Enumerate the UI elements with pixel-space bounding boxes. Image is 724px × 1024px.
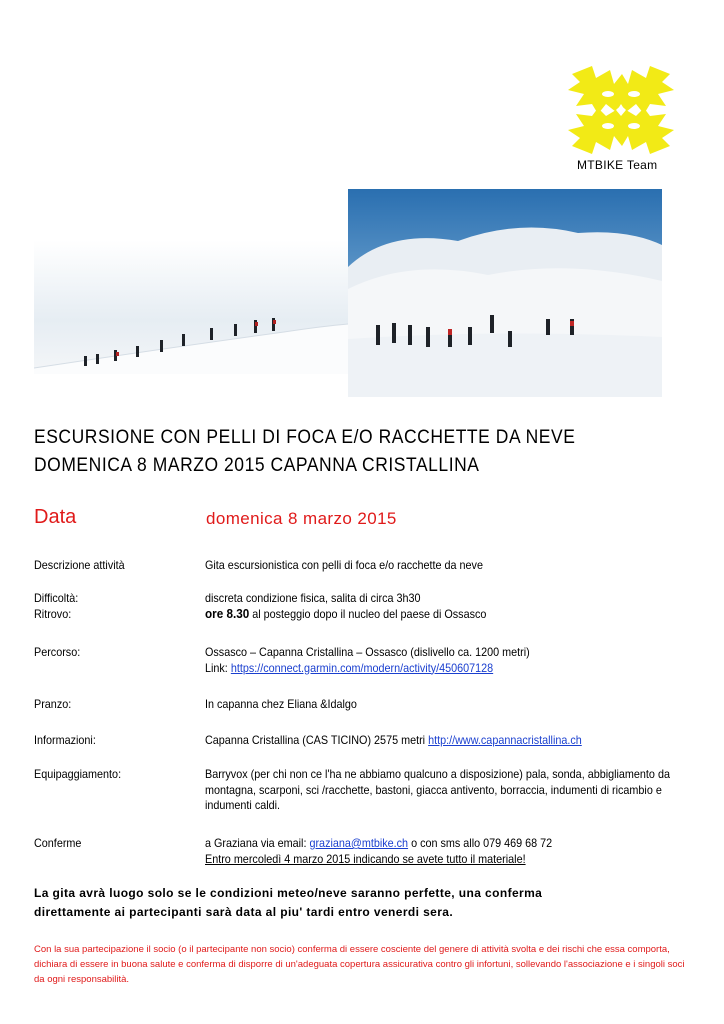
- equipaggiamento-line-3: indumenti caldi.: [205, 798, 281, 812]
- equipaggiamento-line-1: Barryvox (per chi non ce l'ha ne abbiamo qualcuno a disposizione) pala, sonda, abbigliamento da: [205, 767, 670, 781]
- percorso-label: Percorso:: [34, 645, 81, 659]
- event-title: [34, 424, 623, 480]
- weather-note: [34, 884, 542, 922]
- equipaggiamento-line-2: montagna, scarponi, sci /racchette, bastoni, giacca antivento, borraccia, indumenti di ricambio e: [205, 782, 662, 797]
- percorso-route: Ossasco – Capanna Cristallina – Ossasco (dislivello ca. 1200 metri): [205, 645, 530, 659]
- event-title-line-1: ESCURSIONE CON PELLI DI FOCA E/O RACCHETTE DA NEVE: [34, 427, 576, 448]
- conferme-value: [205, 836, 552, 867]
- ritrovo-value: [205, 606, 486, 623]
- equipaggiamento-label: Equipaggiamento:: [34, 767, 122, 781]
- ritrovo-time: ore 8.30: [205, 606, 250, 621]
- date-label: Data: [34, 506, 77, 528]
- informazioni-value: [205, 733, 582, 749]
- equipaggiamento-value: [205, 767, 670, 814]
- mtbike-logo: [566, 64, 676, 156]
- event-title-line-2: DOMENICA 8 MARZO 2015 CAPANNA CRISTALLINA: [34, 455, 480, 476]
- ritrovo-place: al posteggio dopo il nucleo del paese di Ossasco: [249, 607, 487, 621]
- informazioni-text: Capanna Cristallina (CAS TICINO) 2575 metri: [205, 733, 429, 747]
- photo-snowshoe-group-1: [34, 240, 348, 374]
- difficolta-label: Difficoltà:: [34, 591, 79, 605]
- percorso-value: [205, 645, 530, 676]
- capanna-website-link[interactable]: http://www.capannacristallina.ch: [428, 733, 582, 747]
- pranzo-value: In capanna chez Eliana &Idalgo: [205, 697, 357, 711]
- descrizione-label: Descrizione attività: [34, 558, 125, 572]
- team-name: MTBIKE Team: [577, 158, 658, 172]
- conferme-line-1: [205, 836, 552, 852]
- date-value: domenica 8 marzo 2015: [206, 509, 397, 528]
- ritrovo-label: Ritrovo:: [34, 607, 72, 621]
- weather-note-line-1: La gita avrà luogo solo se le condizioni meteo/neve saranno perfette, una conferma: [34, 886, 543, 900]
- garmin-activity-link[interactable]: https://connect.garmin.com/modern/activity/450607128: [230, 660, 494, 675]
- disclaimer: Con la sua partecipazione il socio (o il partecipante non socio) conferma di essere cosciente del genere di attività svolta e dei rischi che essa comporta, dichiara di essere in buona salute e conferma di disporre di un'adeguata copertura assicurativa contro gli infortuni, sollevando l'associazione e i singoli soci da ogni responsabilità.: [34, 944, 685, 985]
- photo-snowshoe-group-2: [348, 189, 662, 397]
- pranzo-label: Pranzo:: [34, 697, 72, 711]
- informazioni-label: Informazioni:: [34, 733, 96, 747]
- weather-note-line-2: direttamente ai partecipanti sarà data al piu' tardi entro venerdi sera.: [34, 905, 454, 919]
- email-link[interactable]: graziana@mtbike.ch: [309, 836, 409, 850]
- conferme-label: Conferme: [34, 836, 82, 850]
- difficolta-value: discreta condizione fisica, salita di circa 3h30: [205, 591, 421, 605]
- conferme-deadline: Entro mercoledì 4 marzo 2015 indicando se avete tutto il materiale!: [205, 851, 526, 866]
- percorso-link-prefix: Link:: [205, 660, 231, 675]
- descrizione-value: Gita escursionistica con pelli di foca e/o racchette da neve: [205, 558, 483, 572]
- conferme-sms: o con sms allo 079 469 68 72: [408, 836, 553, 850]
- conferme-prefix: a Graziana via email:: [205, 836, 310, 850]
- percorso-link-line: [205, 661, 530, 677]
